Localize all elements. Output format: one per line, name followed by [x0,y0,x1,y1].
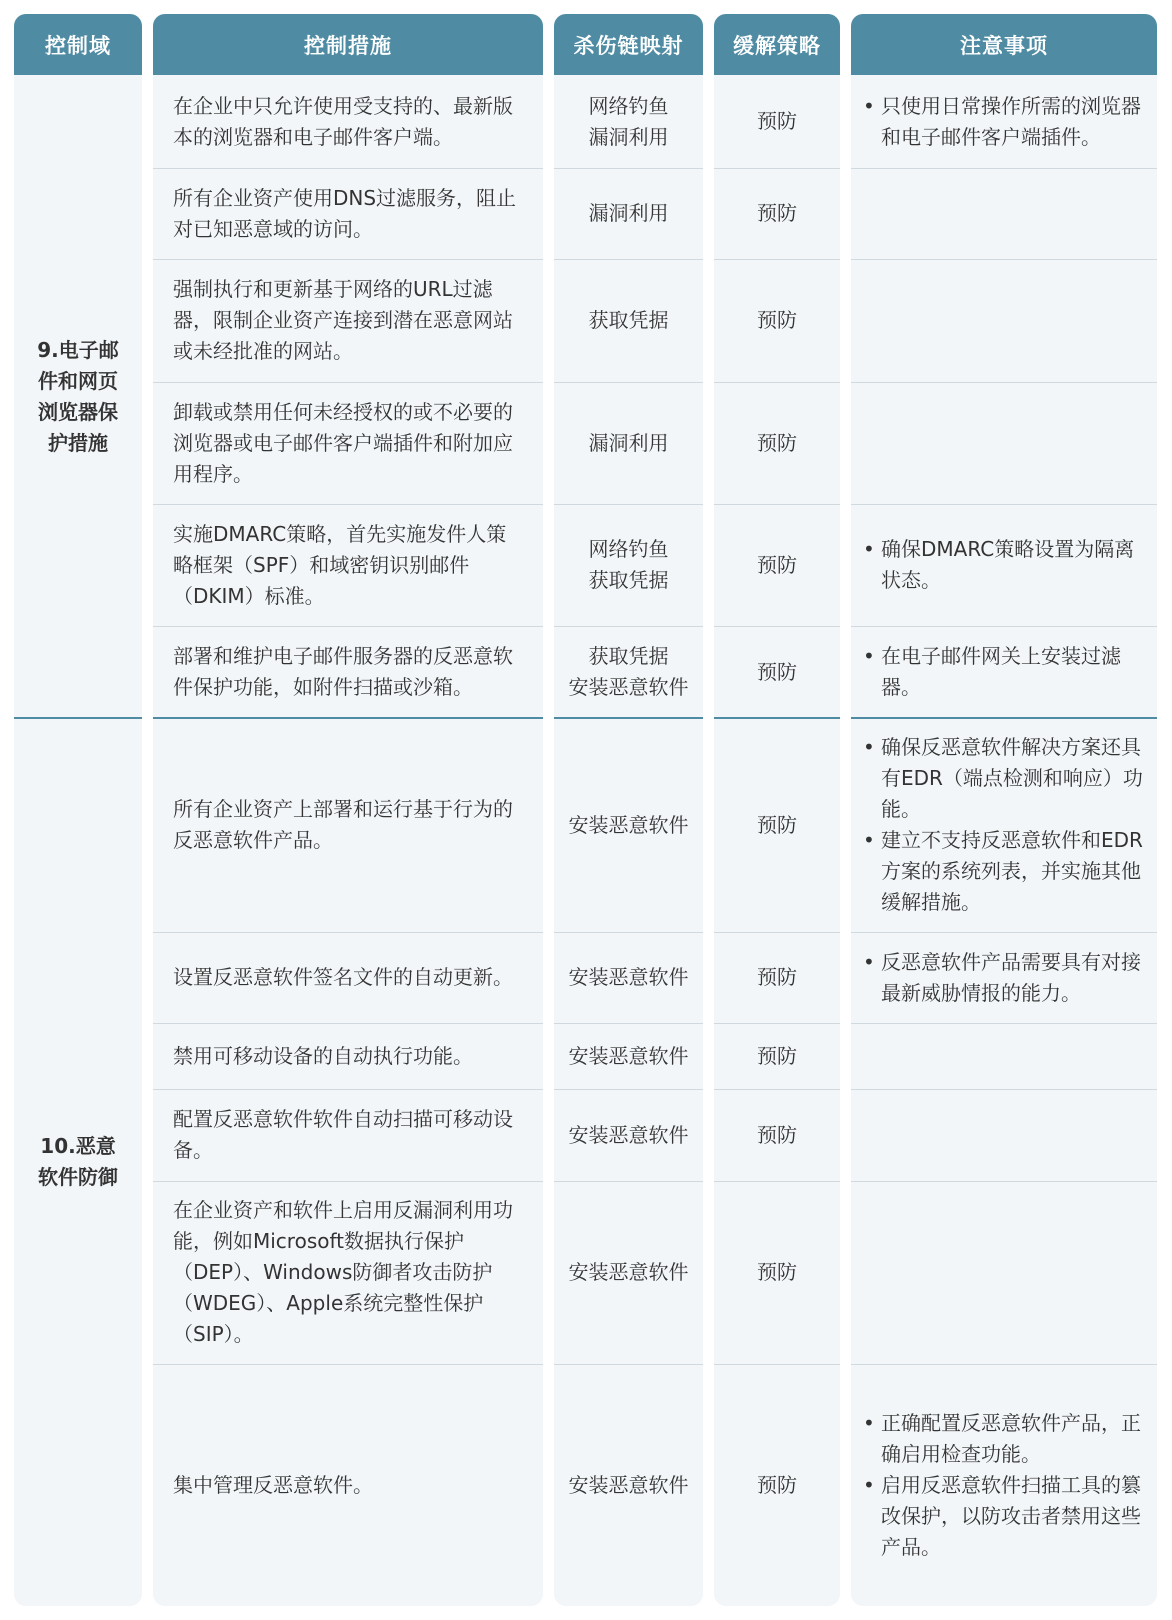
measure-cell: 实施DMARC策略，首先实施发件人策略框架（SPF）和域密钥识别邮件（DKIM）标准。 [173,521,507,608]
row-divider [714,382,840,383]
row-divider [851,932,1157,933]
notes-cell [851,168,1157,259]
header-domain: 控制域 [14,14,142,75]
row-divider [153,626,543,627]
measure-cell: 所有企业资产上部署和运行基于行为的反恶意软件产品。 [173,797,513,852]
killchain-cell [554,1364,703,1606]
killchain-item: 安装恶意软件 [568,965,689,989]
row-divider [714,1181,840,1182]
measure-cell: 部署和维护电子邮件服务器的反恶意软件保护功能，如附件扫描或沙箱。 [173,644,513,699]
killchain-cell [554,1181,703,1364]
notes-cell [851,626,1157,718]
notes-cell [851,718,1157,932]
section-divider [14,717,142,719]
row-divider [851,259,1157,260]
killchain-cell [554,932,703,1023]
killchain-item: 获取凭据 [588,308,669,332]
row-divider [714,932,840,933]
section-divider [714,717,840,719]
row-divider [851,504,1157,505]
killchain-item: 获取凭据 [588,644,669,668]
killchain-cell [554,626,703,718]
killchain-item: 安装恶意软件 [568,1260,689,1284]
column-killchain [554,14,703,1606]
column-strategy [714,14,840,1606]
killchain-cell [554,75,703,168]
section-divider [153,717,543,719]
killchain-cell [554,718,703,932]
row-divider [714,259,840,260]
row-divider [153,1181,543,1182]
domain-cell: 10.恶意软件防御 [38,1134,118,1189]
row-divider [554,168,703,169]
row-divider [153,259,543,260]
row-divider [851,1181,1157,1182]
notes-cell [851,1364,1157,1606]
strategy-cell: 预防 [757,812,797,837]
killchain-item: 安装恶意软件 [568,675,689,699]
strategy-cell: 预防 [757,201,797,225]
row-divider [714,1023,840,1024]
strategy-cell: 预防 [757,965,797,989]
killchain-item: 网络钓鱼 [588,537,669,561]
row-divider [714,1364,840,1365]
notes-cell [851,504,1157,626]
notes-list [863,91,1147,153]
section-divider [554,717,703,719]
strategy-cell: 预防 [757,659,797,684]
row-divider [554,626,703,627]
row-divider [153,504,543,505]
notes-cell [851,75,1157,168]
measure-cell: 在企业中只允许使用受支持的、最新版本的浏览器和电子邮件客户端。 [173,93,513,149]
strategy-cell: 预防 [757,308,797,332]
row-divider [851,1023,1157,1024]
note-item: • 只使用日常操作所需的浏览器和电子邮件客户端插件。 [863,91,1147,153]
notes-cell [851,259,1157,382]
measure-cell: 卸载或禁用任何未经授权的或不必要的浏览器或电子邮件客户端插件和附加应用程序。 [173,399,513,486]
measure-cell: 禁用可移动设备的自动执行功能。 [173,1043,473,1068]
note-item: • 正确配置反恶意软件产品，正确启用检查功能。 [863,1408,1147,1470]
note-item: • 启用反恶意软件扫描工具的篡改保护，以防攻击者禁用这些产品。 [863,1470,1147,1563]
row-divider [153,382,543,383]
row-divider [714,168,840,169]
killchain-cell [554,382,703,504]
column-measure [153,14,543,1606]
strategy-cell: 预防 [757,1472,797,1497]
killchain-cell [554,1023,703,1089]
strategy-cell: 预防 [757,430,797,455]
note-item: • 反恶意软件产品需要具有对接最新威胁情报的能力。 [863,947,1147,1009]
notes-list [863,534,1147,596]
domain-cell: 9.电子邮件和网页浏览器保护措施 [37,337,119,455]
strategy-cell: 预防 [757,1043,797,1068]
notes-cell [851,932,1157,1023]
killchain-item: 漏洞利用 [588,124,669,149]
row-divider [554,382,703,383]
row-divider [554,259,703,260]
notes-cell [851,382,1157,504]
killchain-item: 获取凭据 [588,568,669,592]
killchain-cell [554,168,703,259]
killchain-item: 漏洞利用 [588,201,669,225]
note-item: • 建立不支持反恶意软件和EDR方案的系统列表，并实施其他缓解措施。 [863,825,1147,918]
row-divider [851,626,1157,627]
notes-cell [851,1181,1157,1364]
header-killchain: 杀伤链映射 [554,14,703,75]
row-divider [554,1364,703,1365]
row-divider [851,1364,1157,1365]
measure-cell: 所有企业资产使用DNS过滤服务，阻止对已知恶意域的访问。 [173,185,517,241]
killchain-cell [554,259,703,382]
killchain-cell [554,1089,703,1181]
row-divider [851,168,1157,169]
column-notes [851,14,1157,1606]
notes-list [863,732,1147,918]
strategy-cell: 预防 [757,1260,797,1284]
row-divider [153,1089,543,1090]
killchain-item: 安装恶意软件 [568,1043,689,1068]
header-measure: 控制措施 [153,14,543,75]
row-divider [851,1089,1157,1090]
row-divider [714,626,840,627]
notes-list [863,947,1147,1009]
killchain-item: 网络钓鱼 [588,93,669,118]
strategy-cell: 预防 [757,109,797,133]
measure-cell: 强制执行和更新基于网络的URL过滤器，限制企业资产连接到潜在恶意网站或未经批准的网站。 [173,277,513,363]
notes-list [863,1408,1147,1563]
header-strategy: 缓解策略 [714,14,840,75]
note-item: • 在电子邮件网关上安装过滤器。 [863,641,1147,703]
notes-cell [851,1089,1157,1181]
row-divider [153,1023,543,1024]
notes-cell [851,1023,1157,1089]
note-item: • 确保反恶意软件解决方案还具有EDR（端点检测和响应）功能。 [863,732,1147,825]
killchain-item: 安装恶意软件 [568,812,689,837]
measure-cell: 集中管理反恶意软件。 [173,1472,373,1497]
strategy-cell: 预防 [757,1122,797,1147]
row-divider [554,1023,703,1024]
measure-cell: 设置反恶意软件签名文件的自动更新。 [173,965,513,989]
row-divider [554,932,703,933]
row-divider [153,932,543,933]
row-divider [554,1181,703,1182]
measure-cell: 配置反恶意软件软件自动扫描可移动设备。 [173,1107,513,1162]
strategy-cell: 预防 [757,552,797,577]
killchain-item: 漏洞利用 [588,430,669,455]
row-divider [153,1364,543,1365]
note-item: • 确保DMARC策略设置为隔离状态。 [863,534,1147,596]
row-divider [554,504,703,505]
row-divider [714,1089,840,1090]
section-divider [851,717,1157,719]
column-domain [14,14,142,1606]
measure-cell: 在企业资产和软件上启用反漏洞利用功能，例如Microsoft数据执行保护（DEP）、Windows防御者攻击防护（WDEG）、Apple系统完整性保护（SIP）。 [173,1198,513,1346]
row-divider [153,168,543,169]
header-notes: 注意事项 [851,14,1157,75]
row-divider [714,504,840,505]
killchain-item: 安装恶意软件 [568,1122,689,1147]
notes-list [863,641,1147,703]
row-divider [851,382,1157,383]
killchain-cell [554,504,703,626]
killchain-item: 安装恶意软件 [568,1472,689,1497]
row-divider [554,1089,703,1090]
